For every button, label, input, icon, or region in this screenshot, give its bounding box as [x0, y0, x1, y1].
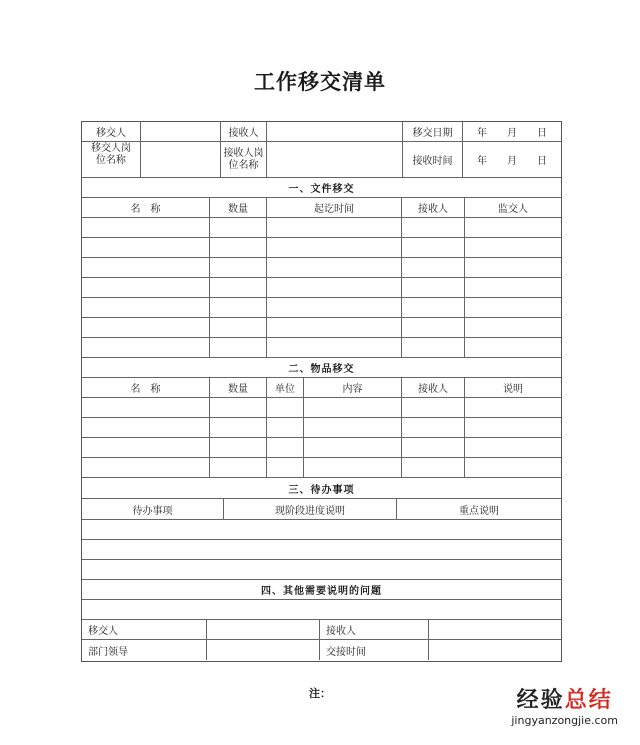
- day-label: 日: [537, 156, 547, 167]
- section-1-title: 一、文件移交: [288, 184, 355, 195]
- footer-receiver-value[interactable]: [428, 620, 561, 639]
- footer-row-2: [82, 640, 561, 660]
- col-receiver: 接收人: [401, 198, 464, 217]
- handover-position-value[interactable]: [140, 142, 220, 177]
- footer-handover-person-label: 移交人: [88, 626, 118, 637]
- col-supervisor: 监交人: [464, 198, 561, 217]
- handover-position-label: 移交人岗 位名称: [91, 143, 131, 166]
- handover-person-value[interactable]: [140, 122, 220, 141]
- receiver-position-value[interactable]: [266, 142, 402, 177]
- col-unit: 单位: [266, 378, 303, 397]
- table-row[interactable]: [82, 520, 561, 540]
- col-remark: 说明: [464, 378, 561, 397]
- table-row: [82, 398, 561, 418]
- table-row: [82, 298, 561, 318]
- col-quantity: 数量: [209, 198, 266, 217]
- table-row: [82, 418, 561, 438]
- footer-handover-person-value[interactable]: [206, 620, 319, 639]
- dept-leader-value[interactable]: [206, 640, 319, 660]
- handover-time-value[interactable]: [428, 640, 561, 660]
- year-label: 年: [477, 128, 487, 139]
- table-row: [82, 338, 561, 358]
- col-todo: 待办事项: [132, 505, 173, 517]
- handover-time-label: 交接时间: [319, 640, 428, 660]
- watermark-text-red: 总结: [564, 688, 613, 713]
- footer-receiver-label: 接收人: [319, 620, 428, 639]
- table-row[interactable]: [82, 540, 561, 560]
- col-name: 名 称: [130, 204, 161, 215]
- page-title: 工作移交清单: [254, 70, 386, 94]
- section-2-header-row: [82, 378, 561, 398]
- watermark-url: jingyanzongjie.com: [511, 714, 618, 727]
- table-row: [82, 278, 561, 298]
- table-row: [82, 458, 561, 478]
- col-quantity: 数量: [209, 378, 266, 397]
- month-label: 月: [507, 128, 517, 139]
- col-period: 起讫时间: [266, 198, 401, 217]
- col-key-notes: 重点说明: [396, 499, 561, 519]
- watermark-text-black: 经验: [516, 688, 565, 713]
- table-row: [82, 258, 561, 278]
- handover-date-value[interactable]: [462, 122, 561, 141]
- receiver-position-label: 接收人岗 位名称: [220, 142, 266, 177]
- section-4-title: 四、其他需要说明的问题: [261, 586, 382, 597]
- footer-row-1: [82, 620, 561, 640]
- table-row[interactable]: [82, 560, 561, 580]
- dept-leader-label: 部门领导: [88, 646, 128, 658]
- day-label: 日: [537, 128, 547, 139]
- site-watermark: [511, 690, 618, 726]
- note-label: 注：: [309, 687, 331, 700]
- month-label: 月: [507, 156, 517, 167]
- col-content: 内容: [303, 378, 401, 397]
- section-3-title-row: [82, 478, 561, 499]
- handover-date-label: 移交日期: [402, 122, 462, 141]
- table-row: [82, 318, 561, 338]
- receive-time-label: 接收时间: [402, 142, 462, 177]
- section-1-title-row: [82, 178, 561, 198]
- header-row-2: [82, 142, 561, 178]
- handover-person-label: 移交人: [96, 128, 126, 139]
- table-row: [82, 218, 561, 238]
- section-1-header-row: [82, 198, 561, 218]
- section-2-title: 二、物品移交: [288, 364, 355, 375]
- year-label: 年: [477, 156, 487, 167]
- section-2-title-row: [82, 358, 561, 378]
- header-row-1: [82, 122, 561, 142]
- col-name: 名 称: [130, 384, 161, 395]
- handover-form-table: [81, 121, 562, 662]
- section-4-title-row: [82, 580, 561, 600]
- col-progress: 现阶段进度说明: [223, 499, 396, 519]
- receive-time-value[interactable]: [462, 142, 561, 177]
- section-3-header-row: [82, 499, 561, 520]
- receiver-label: 接收人: [220, 122, 266, 141]
- section-3-title: 三、待办事项: [288, 484, 355, 496]
- table-row: [82, 238, 561, 258]
- table-row: [82, 438, 561, 458]
- other-notes-row[interactable]: [82, 600, 561, 620]
- col-receiver: 接收人: [401, 378, 464, 397]
- receiver-value[interactable]: [266, 122, 402, 141]
